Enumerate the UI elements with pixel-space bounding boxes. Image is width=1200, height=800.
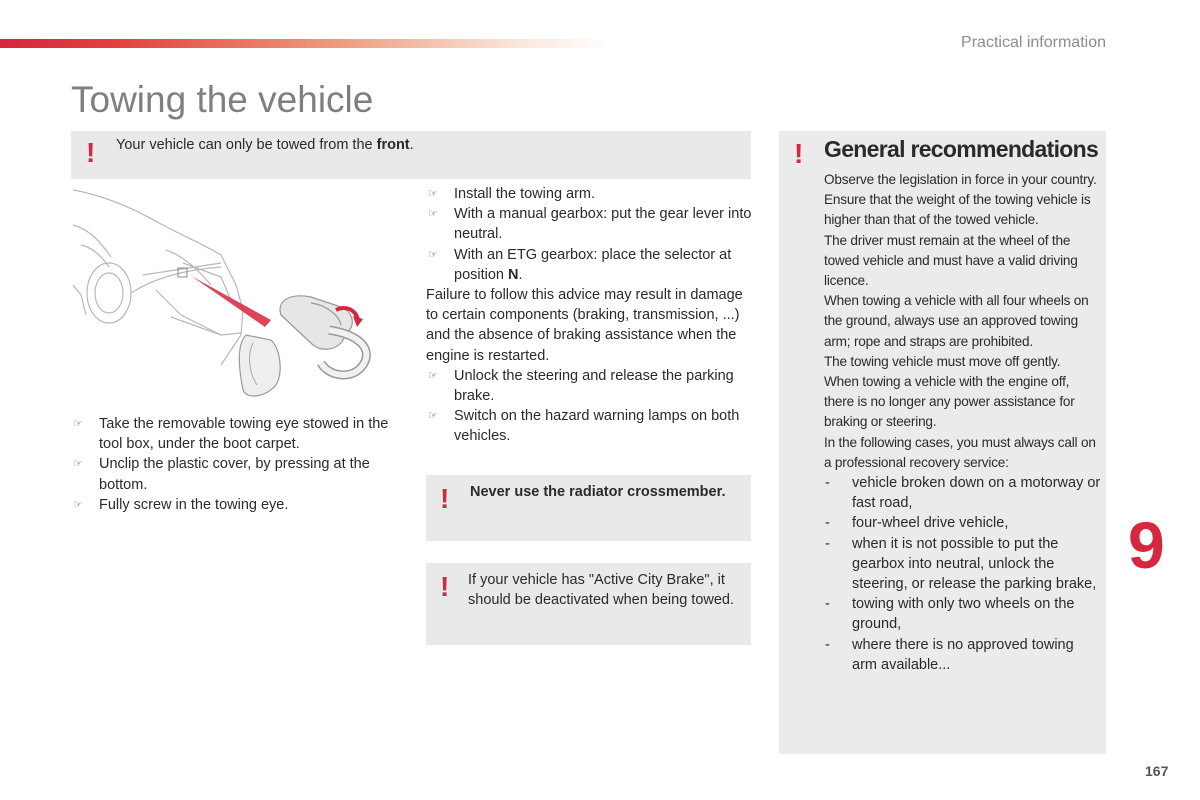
recommendation-paragraph: When towing a vehicle with all four wheels on the ground, always use an approved towing arm; rope and straps are prohibited. (824, 293, 1089, 349)
recommendation-paragraph: Ensure that the weight of the towing vehicle is higher than that of the towed vehicle. (824, 192, 1091, 228)
failure-paragraph: Failure to follow this advice may result in damage to certain components (braking, transmission, ...) and the absence of braking assistance when the engine is restarted. (426, 287, 743, 364)
chapter-number: 9 (1128, 508, 1165, 582)
pointing-hand-icon: ☞ (428, 369, 438, 382)
middle-steps-list (426, 184, 754, 285)
warning-icon: ! (440, 483, 450, 514)
section-header: Practical information (961, 34, 1106, 51)
page-number: 167 (1145, 763, 1169, 779)
middle-column (426, 184, 754, 447)
list-item: ☞ Unclip the plastic cover, by pressing at the bottom. (73, 456, 370, 493)
list-item: - towing with only two wheels on the ground, (825, 596, 1075, 633)
recommendation-paragraph: In the following cases, you must always call on a professional recovery service: (824, 434, 1096, 470)
list-item: ☞ Unlock the steering and release the parking brake. (428, 367, 734, 405)
recommendation-paragraph: Observe the legislation in force in your country. (824, 172, 1097, 187)
warning-icon: ! (86, 137, 96, 168)
pointing-hand-icon: ☞ (73, 458, 83, 471)
pointing-hand-icon: ☞ (428, 410, 438, 423)
left-steps-list (71, 414, 401, 515)
list-item: ☞ Switch on the hazard warning lamps on both vehicles. (428, 408, 740, 445)
general-recommendations-content (824, 170, 1102, 675)
recommendation-paragraph: The driver must remain at the wheel of the towed vehicle and must have a valid driving licence. (824, 232, 1078, 289)
pointing-hand-icon: ☞ (428, 208, 438, 221)
pointing-hand-icon: ☞ (428, 248, 438, 261)
middle-steps-list-2 (426, 366, 754, 447)
list-item: ☞ With a manual gearbox: put the gear lever into neutral. (428, 206, 752, 243)
pointing-hand-icon: ☞ (73, 498, 83, 511)
warning-icon: ! (794, 138, 804, 169)
page-title: Towing the vehicle (71, 79, 374, 120)
list-item: - where there is no approved towing arm available... (825, 636, 1074, 673)
radiator-warning-text: Never use the radiator crossmember. (470, 484, 726, 500)
pointing-hand-icon: ☞ (73, 418, 83, 430)
city-brake-warning-text: If your vehicle has "Active City Brake", it should be deactivated when being towed. (468, 572, 735, 608)
warning-icon: ! (440, 571, 450, 602)
list-item: - when it is not possible to put the gearbox into neutral, unlock the steering, or release the parking brake, (825, 535, 1097, 593)
list-item: ☞ With an ETG gearbox: place the selector at position N. (428, 246, 732, 283)
towing-eye-illustration (71, 185, 401, 405)
front-warning-text: Your vehicle can only be towed from the front. (116, 137, 414, 153)
recovery-cases-list (824, 473, 1102, 675)
header-accent-bar (0, 39, 610, 48)
list-item: - four-wheel drive vehicle, (825, 515, 1009, 532)
recommendation-paragraph: The towing vehicle must move off gently. (824, 353, 1061, 369)
list-item: - vehicle broken down on a motorway or fast road, (825, 475, 1101, 512)
list-item: ☞ Install the towing arm. (426, 184, 754, 204)
list-item: ☞ Take the removable towing eye stowed in the tool box, under the boot carpet. (73, 416, 389, 453)
general-recommendations-title: General recommendations (824, 136, 1099, 162)
recommendation-paragraph: When towing a vehicle with the engine off, there is no longer any power assistance for braking or steering. (824, 374, 1075, 430)
pointing-hand-icon: ☞ (428, 188, 438, 200)
list-item: ☞ Fully screw in the towing eye. (71, 495, 401, 515)
